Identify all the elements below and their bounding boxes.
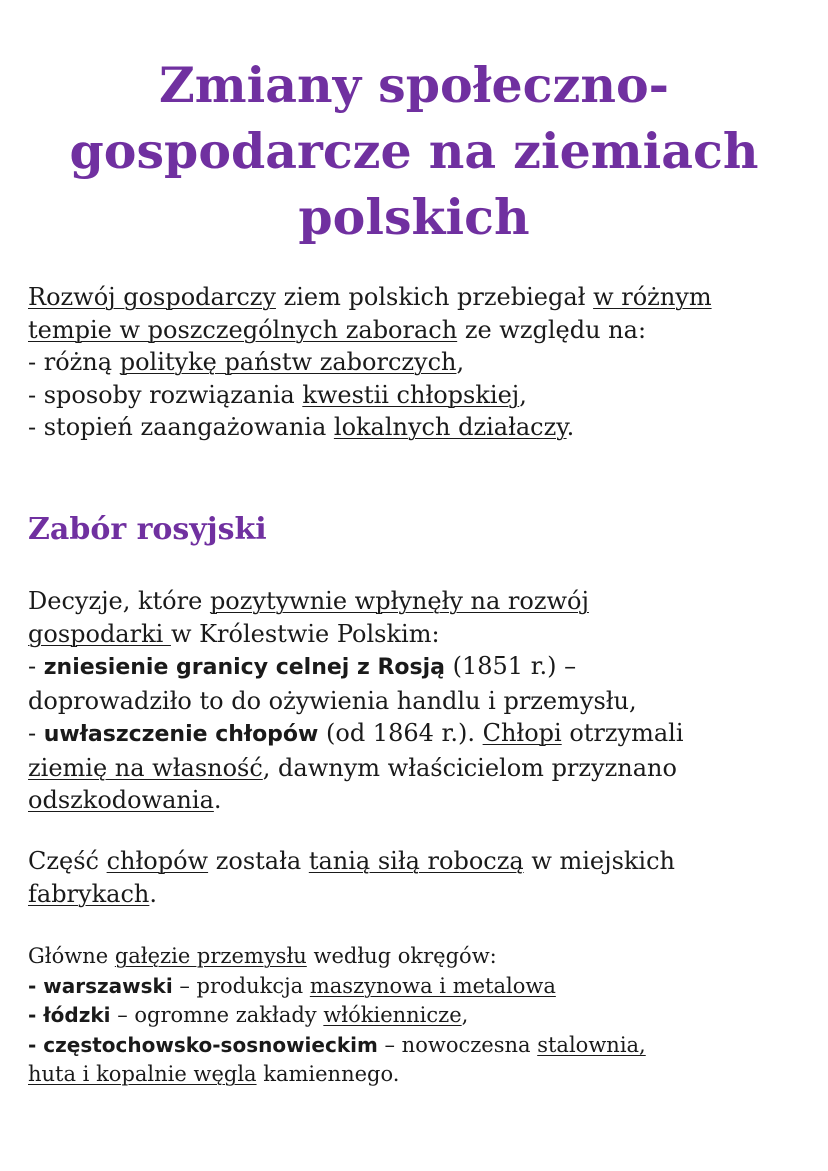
text-span: - sposoby rozwiązania bbox=[28, 380, 303, 409]
text-span: ziemię na własność bbox=[28, 753, 263, 782]
intro-line-3 bbox=[28, 346, 808, 379]
text-span: tanią siłą roboczą bbox=[308, 847, 524, 875]
text-span: . bbox=[149, 879, 157, 908]
text-span: . bbox=[213, 786, 222, 814]
page-title bbox=[20, 52, 808, 250]
decisions-line-3 bbox=[28, 650, 808, 685]
text-span: , bbox=[461, 1003, 469, 1027]
bold-term: uwłaszczenie chłopów bbox=[43, 722, 319, 747]
text-span: , dawnym właścicielom przyznano bbox=[262, 753, 677, 782]
text-span: lokalnych działaczy bbox=[333, 413, 567, 441]
workers-line-2 bbox=[28, 878, 808, 911]
section-heading: Zabór rosyjski bbox=[28, 512, 267, 547]
decisions-paragraph bbox=[28, 585, 808, 817]
bold-term: - łódzki bbox=[28, 1003, 111, 1027]
text-span: pozytywnie wpłynęły na rozwój bbox=[209, 587, 589, 615]
text-span: – nowoczesna bbox=[377, 1032, 538, 1057]
text-span: włókiennicze bbox=[323, 1003, 462, 1027]
text-span: chłopów bbox=[106, 847, 209, 875]
industry-line-1 bbox=[28, 942, 808, 972]
text-span: stalownia, bbox=[537, 1032, 646, 1057]
text-span: - bbox=[28, 652, 44, 680]
text-span: w różnym bbox=[593, 283, 712, 311]
text-span: (od 1864 r.). bbox=[318, 719, 483, 747]
text-span: gałęzie przemysłu bbox=[114, 944, 307, 968]
text-span: według okręgów: bbox=[306, 944, 497, 968]
text-span: kwestii chłopskiej bbox=[302, 380, 520, 409]
decisions-line-5 bbox=[28, 717, 808, 752]
text-span: - stopień zaangażowania bbox=[28, 413, 334, 441]
intro-line-4 bbox=[28, 379, 808, 412]
intro-line-1 bbox=[28, 281, 808, 314]
text-span: - bbox=[28, 719, 44, 747]
decisions-line-1 bbox=[28, 585, 808, 618]
text-span: Część bbox=[28, 847, 107, 875]
workers-line-1 bbox=[28, 845, 808, 878]
intro-line-2 bbox=[28, 314, 808, 347]
text-span: - różną bbox=[28, 348, 120, 376]
industry-line-2 bbox=[28, 972, 808, 1002]
text-span: została bbox=[208, 847, 309, 875]
text-span: , bbox=[456, 348, 465, 376]
text-span: w miejskich bbox=[523, 847, 675, 875]
text-span: Rozwój gospodarczy bbox=[28, 283, 276, 311]
title-line-1: Zmiany społeczno- bbox=[158, 56, 669, 114]
title-line-3: polskich bbox=[298, 188, 530, 246]
text-span: Główne bbox=[28, 944, 115, 968]
text-span: Decyzje, które bbox=[28, 587, 210, 615]
intro-line-5 bbox=[28, 411, 808, 444]
text-span: ziem polskich przebiegał bbox=[275, 283, 594, 311]
bold-term: - warszawski bbox=[28, 973, 173, 998]
text-span: Chłopi bbox=[482, 719, 562, 747]
text-span: – produkcja bbox=[172, 973, 310, 998]
text-span: tempie w poszczególnych zaborach bbox=[28, 315, 458, 344]
industry-line-5 bbox=[28, 1060, 808, 1090]
decisions-line-7 bbox=[28, 784, 808, 817]
workers-paragraph bbox=[28, 845, 808, 910]
text-span: ze względu na: bbox=[457, 315, 647, 344]
decisions-line-4: doprowadziło to do ożywienia handlu i przemysłu, bbox=[28, 686, 637, 715]
text-span: fabrykach bbox=[28, 879, 150, 908]
industry-line-4 bbox=[28, 1031, 808, 1061]
text-span: otrzymali bbox=[561, 719, 684, 747]
text-span: politykę państw zaborczych bbox=[119, 348, 457, 376]
bold-term: zniesienie granicy celnej z Rosją bbox=[43, 655, 445, 680]
decisions-line-6 bbox=[28, 752, 808, 785]
text-span: – ogromne zakłady bbox=[110, 1003, 324, 1027]
text-span: maszynowa i metalowa bbox=[309, 973, 556, 998]
industry-line-3 bbox=[28, 1001, 808, 1031]
text-span: huta i kopalnie węgla bbox=[28, 1062, 257, 1086]
text-span: . bbox=[566, 413, 575, 441]
intro-paragraph bbox=[28, 281, 808, 444]
decisions-line-2 bbox=[28, 618, 808, 651]
text-span: (1851 r.) – bbox=[445, 652, 577, 680]
text-span: , bbox=[519, 380, 527, 409]
text-span: w Królestwie Polskim: bbox=[170, 619, 440, 648]
industry-paragraph bbox=[28, 942, 808, 1090]
text-span: odszkodowania bbox=[28, 786, 214, 814]
bold-term: - częstochowsko-sosnowieckim bbox=[28, 1032, 378, 1057]
text-span: gospodarki bbox=[28, 619, 171, 648]
text-span: kamiennego. bbox=[256, 1062, 400, 1086]
title-line-2: gospodarcze na ziemiach bbox=[69, 122, 759, 180]
